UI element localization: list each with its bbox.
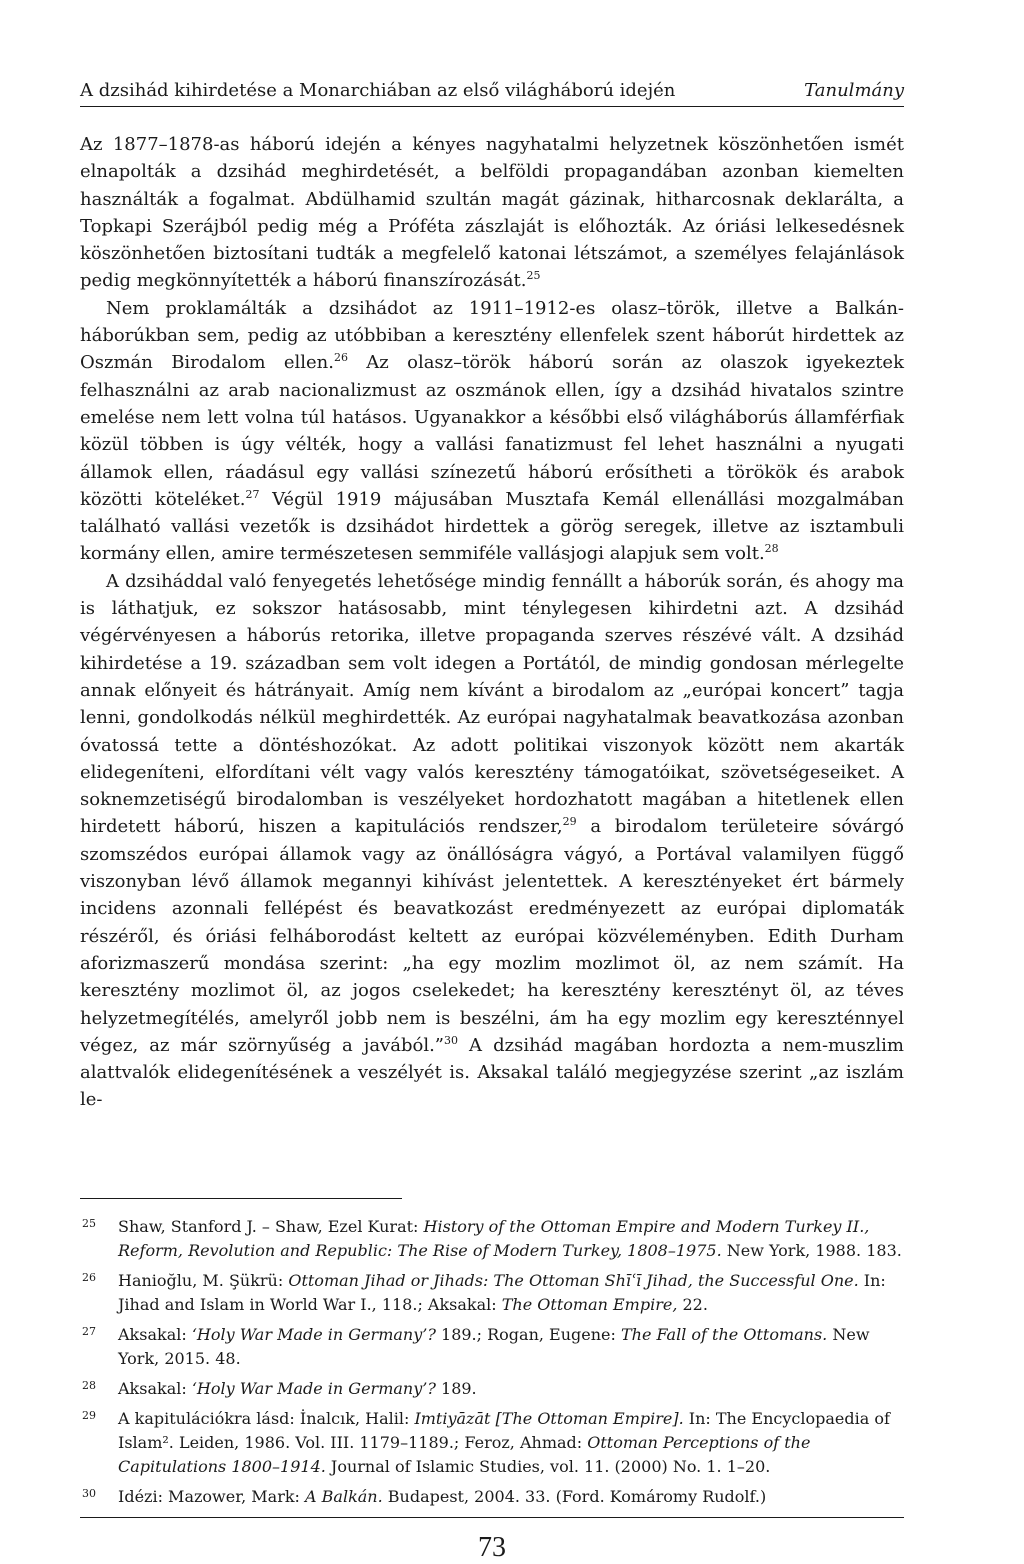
page-number: 73 bbox=[478, 1531, 506, 1563]
page bbox=[80, 80, 904, 1564]
main-text bbox=[80, 131, 904, 1114]
footnote-separator bbox=[80, 1198, 402, 1199]
footnote-text: Hanioğlu, M. Şükrü: Ottoman Jihad or Jihads: The Ottoman Shīʿī Jihad, the Successful One. In: Jihad and Islam in World War I., 118.; Aksakal: The Ottoman Empire, 22. bbox=[118, 1270, 886, 1314]
paragraph-1 bbox=[80, 131, 904, 295]
paragraph-text: Nem proklamálták a dzsihádot az 1911–1912-es olasz–török, illetve a Balkán-háborúkban sem, pedig az utóbbiban a keresztény ellenfelek szent háborút hirdettek az Oszmán Birodalom ellen. bbox=[80, 297, 904, 374]
footnote-number: 27 bbox=[82, 1324, 96, 1338]
footnote bbox=[80, 1407, 904, 1479]
footnotes bbox=[80, 1215, 904, 1509]
running-header bbox=[80, 80, 904, 107]
footnote-ref[interactable]: 29 bbox=[562, 815, 577, 829]
footnote-text: Shaw, Stanford J. – Shaw, Ezel Kurat: History of the Ottoman Empire and Modern Turkey II., Reform, Revolution and Republic: The Rise of Modern Turkey, 1808–1975. New York, 1988. 183. bbox=[118, 1216, 902, 1260]
footnote-text: Aksakal: ‘Holy War Made in Germany’? 189. bbox=[118, 1378, 477, 1398]
footnote-ref[interactable]: 25 bbox=[526, 269, 541, 283]
paragraph-text: a birodalom területeire sóvárgó szomszédos európai államok vagy az önállóságra vágyó, a Portával valamilyen függő viszonyban lévő államok megannyi kihívást jelentettek. A keresztényeket ért bármely incidens azonnali fellépést és beavatkozást eredményezett az európai diplomaták részéről, és óriási felháborodást keltett az európai közvéleményben. Edith Durham aforizmaszerű mondása szerint: „ha egy mozlim mozlimot öl, az nem számít. Ha keresztény mozlimot öl, az jogos cselekedet; ha keresztény keresztényt öl, az téves helyzetmegítélés, amelyről jobb nem is beszélni, ám ha egy mozlim egy kereszténnyel végez, az már szörnyűség a javából.” bbox=[80, 816, 904, 1056]
footnote-ref[interactable]: 26 bbox=[333, 351, 348, 365]
footnote-ref[interactable]: 30 bbox=[444, 1033, 458, 1047]
paragraph-text: A dzsiháddal való fenyegetés lehetősége mindig fennállt a háborúk során, és ahogy ma is láthatjuk, ez sokszor hatásosabb, mint ténylegesen kihirdetni azt. A dzsihád végérvényesen a háborús retorika, illetve propaganda szerves részévé vált. A dzsihád kihirdetése a 19. században sem volt idegen a Portától, de mindig gondosan mérlegelte annak előnyeit és hátrányait. Amíg nem kívánt a birodalom az „európai koncert” tagja lenni, gondolkodás nélkül meghirdették. Az európai nagyhatalmak beavatkozása azonban óvatossá tette a döntéshozókat. Az adott politikai viszonyok között nem akarták elidegeníteni, elfordítani vélt vagy valós keresztény támogatóikat, szövetségeseiket. A soknemzetiségű birodalomban is veszélyeket hordozhatott magában a hitetlenek ellen hirdetett háború, hiszen a kapitulációs rendszer, bbox=[80, 570, 904, 838]
footnote-number: 25 bbox=[82, 1216, 96, 1230]
footnote-text: Idézi: Mazower, Mark: A Balkán. Budapest, 2004. 33. (Ford. Komáromy Rudolf.) bbox=[118, 1486, 767, 1506]
footnote bbox=[80, 1215, 904, 1263]
footnote bbox=[80, 1377, 904, 1401]
footnote-text: A kapitulációkra lásd: İnalcık, Halil: Imtiyāzāt [The Ottoman Empire]. In: The Encyclopaedia of Islam². Leiden, 1986. Vol. III. 1179–1189.; Feroz, Ahmad: Ottoman Perceptions of the Capitulations 1800–1914. Journal of Islamic Studies, vol. 11. (2000) No. 1. 1–20. bbox=[118, 1408, 890, 1476]
running-title: A dzsihád kihirdetése a Monarchiában az első világháború idején bbox=[80, 80, 676, 101]
footnote bbox=[80, 1485, 904, 1509]
paragraph-text: A dzsihád magában hordozta a nem-muszlim alattvalók elidegenítésének a veszélyét is. Aksakal találó megjegyzése szerint „az iszlám le- bbox=[80, 1034, 904, 1111]
footnote-text: Aksakal: ‘Holy War Made in Germany’? 189.; Rogan, Eugene: The Fall of the Ottomans. New York, 2015. 48. bbox=[118, 1324, 870, 1368]
paragraph-text: Végül 1919 májusában Musztafa Kemál ellenállási mozgalmában található vallási vezetők is dzsihádot hirdettek a görög seregek, illetve az isztambuli kormány ellen, amire természetesen semmiféle vallásjogi alapjuk sem volt. bbox=[80, 488, 904, 565]
footnote-number: 26 bbox=[82, 1270, 96, 1284]
footnote-number: 30 bbox=[82, 1486, 96, 1500]
footnote-ref[interactable]: 27 bbox=[245, 487, 260, 501]
paragraph-2 bbox=[80, 295, 904, 568]
paragraph-3 bbox=[80, 568, 904, 1114]
paragraph-text: Az 1877–1878-as háború idején a kényes nagyhatalmi helyzetnek köszönhetően ismét elnapolták a dzsihád meghirdetését, a belföldi propagandában azonban kiemelten használták a fogalmat. Abdülhamid szultán magát gázinak, hitharcosnak deklarálta, a Topkapi Szerájból pedig még a Próféta zászlaját is előhozták. Az óriási lelkesedésnek köszönhetően biztosítani tudták a megfelelő katonai létszámot, a személyes felajánlások pedig megkönnyítették a háború finanszírozását. bbox=[80, 134, 904, 292]
section-label: Tanulmány bbox=[804, 80, 904, 101]
footnote bbox=[80, 1323, 904, 1371]
footnote-number: 29 bbox=[82, 1408, 96, 1422]
footnote-number: 28 bbox=[82, 1378, 96, 1392]
paragraph-text: Az olasz–török háború során az olaszok igyekeztek felhasználni az arab nacionalizmust az oszmánok ellen, így a dzsihád hivatalos szintre emelése nem lett volna túl hatásos. Ugyanakkor a későbbi első világháborús államférfiak közül többen is úgy vélték, hogy a vallási fanatizmust fel lehet használni a nyugati államok ellen, ráadásul egy vallási színezetű háború erősítheti a törökök és arabok közötti köteléket. bbox=[80, 352, 904, 510]
footnote bbox=[80, 1269, 904, 1317]
footer-rule bbox=[80, 1517, 904, 1518]
footnote-ref[interactable]: 28 bbox=[764, 542, 779, 556]
